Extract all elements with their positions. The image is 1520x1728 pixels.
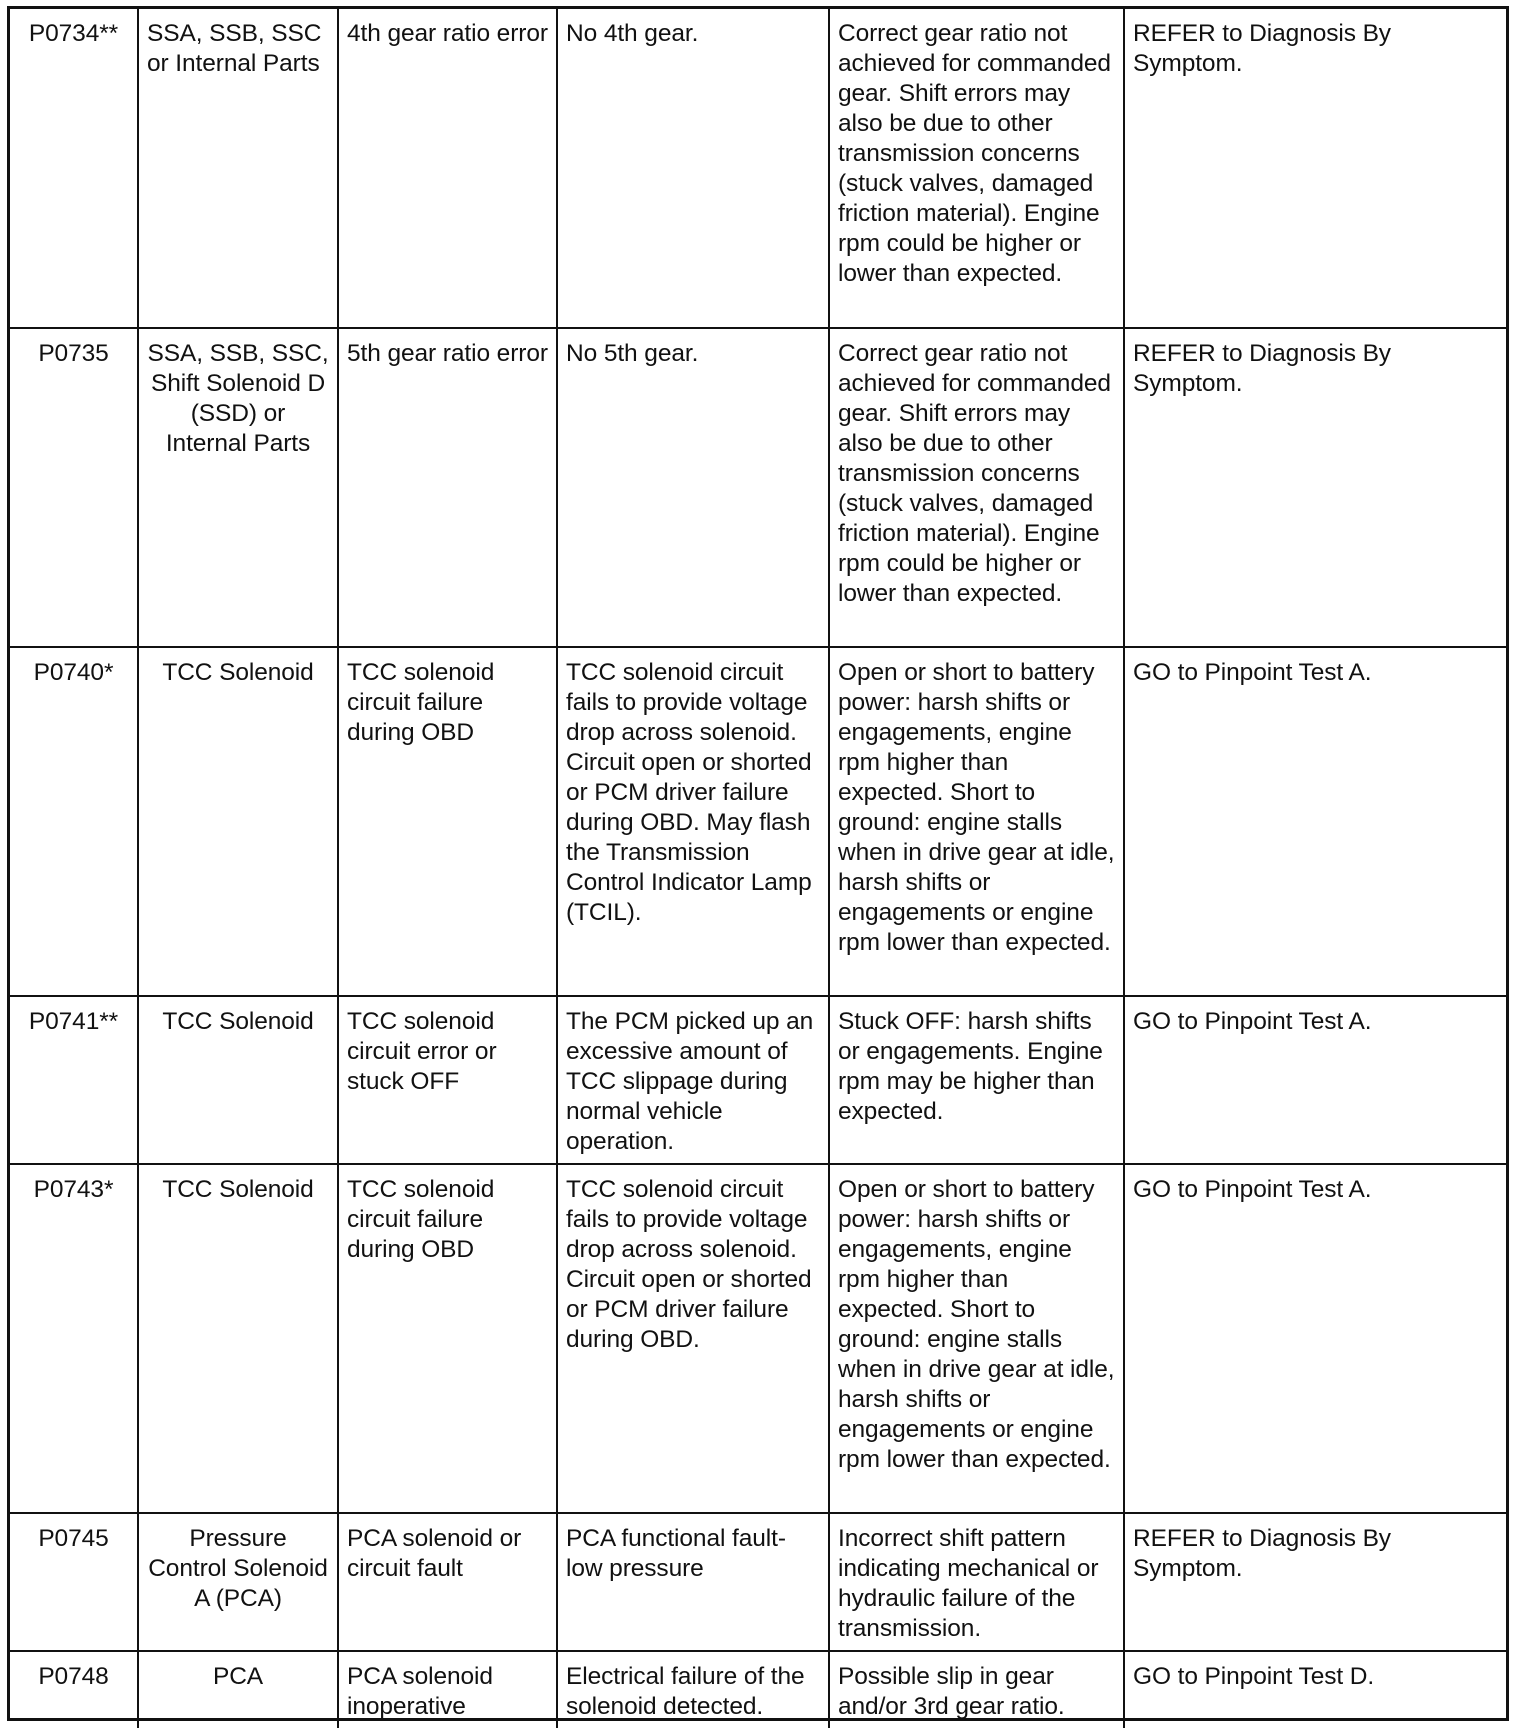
symptoms: Correct gear ratio not achieved for commanded gear. Shift errors may also be due to other transmission concerns (stuck valves, damaged friction material). Engine rpm could be higher or lower than expected. xyxy=(829,328,1124,647)
dtc-code: P0740* xyxy=(10,647,138,996)
condition: TCC solenoid circuit fails to provide voltage drop across solenoid. Circuit open or shorted or PCM driver failure during OBD. May flash the Transmission Control Indicator Lamp (TCIL). xyxy=(557,647,829,996)
description: PCA solenoid or circuit fault xyxy=(338,1513,557,1651)
dtc-code: P0745 xyxy=(10,1513,138,1651)
description: TCC solenoid circuit failure during OBD xyxy=(338,647,557,996)
dtc-table xyxy=(10,9,1506,1728)
component: PCA xyxy=(138,1651,338,1728)
dtc-code: P0743* xyxy=(10,1164,138,1513)
dtc-table-page xyxy=(7,6,1509,1721)
dtc-code: P0735 xyxy=(10,328,138,647)
description: 5th gear ratio error xyxy=(338,328,557,647)
table-row xyxy=(10,328,1506,647)
component: TCC Solenoid xyxy=(138,996,338,1164)
table-row xyxy=(10,647,1506,996)
condition: No 4th gear. xyxy=(557,9,829,328)
component: SSA, SSB, SSC, Shift Solenoid D (SSD) or Internal Parts xyxy=(138,328,338,647)
dtc-code: P0741** xyxy=(10,996,138,1164)
table-row xyxy=(10,1164,1506,1513)
condition: No 5th gear. xyxy=(557,328,829,647)
symptoms: Open or short to battery power: harsh shifts or engagements, engine rpm higher than expected. Short to ground: engine stalls when in drive gear at idle, harsh shifts or engagements or engine rpm lower than expected. xyxy=(829,1164,1124,1513)
component: SSA, SSB, SSC or Internal Parts xyxy=(138,9,338,328)
table-row xyxy=(10,1651,1506,1728)
symptoms: Stuck OFF: harsh shifts or engagements. Engine rpm may be higher than expected. xyxy=(829,996,1124,1164)
condition: TCC solenoid circuit fails to provide voltage drop across solenoid. Circuit open or shorted or PCM driver failure during OBD. xyxy=(557,1164,829,1513)
action: REFER to Diagnosis By Symptom. xyxy=(1124,328,1506,647)
action: GO to Pinpoint Test A. xyxy=(1124,996,1506,1164)
description: PCA solenoid inoperative xyxy=(338,1651,557,1728)
component: TCC Solenoid xyxy=(138,647,338,996)
symptoms: Open or short to battery power: harsh shifts or engagements, engine rpm higher than expected. Short to ground: engine stalls when in drive gear at idle, harsh shifts or engagements or engine rpm lower than expected. xyxy=(829,647,1124,996)
action: GO to Pinpoint Test D. xyxy=(1124,1651,1506,1728)
table-row xyxy=(10,1513,1506,1651)
symptoms: Incorrect shift pattern indicating mechanical or hydraulic failure of the transmission. xyxy=(829,1513,1124,1651)
action: REFER to Diagnosis By Symptom. xyxy=(1124,1513,1506,1651)
condition: The PCM picked up an excessive amount of TCC slippage during normal vehicle operation. xyxy=(557,996,829,1164)
table-row xyxy=(10,996,1506,1164)
condition: PCA functional fault-low pressure xyxy=(557,1513,829,1651)
symptoms: Correct gear ratio not achieved for commanded gear. Shift errors may also be due to other transmission concerns (stuck valves, damaged friction material). Engine rpm could be higher or lower than expected. xyxy=(829,9,1124,328)
component: TCC Solenoid xyxy=(138,1164,338,1513)
table-row xyxy=(10,9,1506,328)
action: GO to Pinpoint Test A. xyxy=(1124,1164,1506,1513)
action: REFER to Diagnosis By Symptom. xyxy=(1124,9,1506,328)
description: TCC solenoid circuit failure during OBD xyxy=(338,1164,557,1513)
dtc-code: P0734** xyxy=(10,9,138,328)
action: GO to Pinpoint Test A. xyxy=(1124,647,1506,996)
description: 4th gear ratio error xyxy=(338,9,557,328)
condition: Electrical failure of the solenoid detected. xyxy=(557,1651,829,1728)
component: Pressure Control Solenoid A (PCA) xyxy=(138,1513,338,1651)
symptoms: Possible slip in gear and/or 3rd gear ratio. xyxy=(829,1651,1124,1728)
dtc-code: P0748 xyxy=(10,1651,138,1728)
description: TCC solenoid circuit error or stuck OFF xyxy=(338,996,557,1164)
